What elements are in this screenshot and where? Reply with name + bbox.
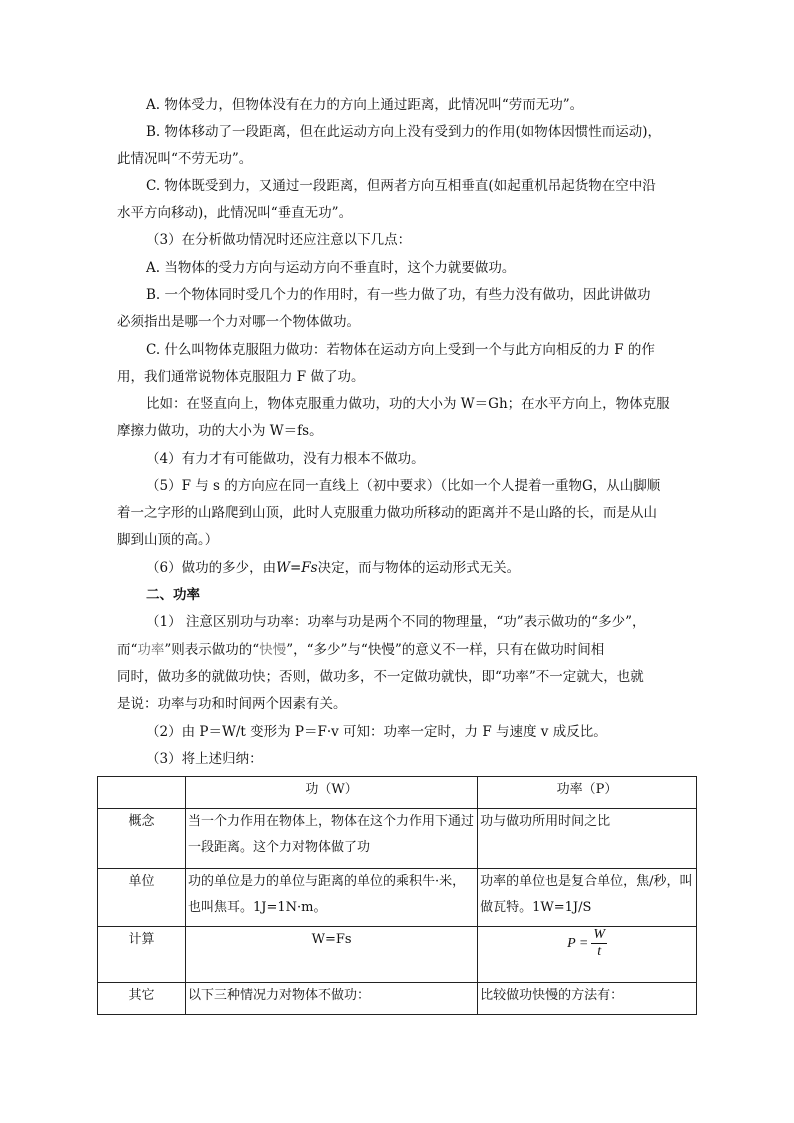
fraction-formula <box>567 927 607 960</box>
text-line: （3）在分析做功情况时还应注意以下几点： <box>146 232 412 248</box>
text-run: 决定，而与物体的运动形式无关。 <box>317 560 521 576</box>
text-line: 水平方向移动)，此情况叫“垂直无功”。 <box>117 205 353 221</box>
row-label: 概念 <box>98 809 186 869</box>
text-line <box>117 637 697 664</box>
text-line: （3）将上述归纳： <box>146 751 263 767</box>
table-header-cell: 功率（P） <box>478 777 697 809</box>
table-header-cell: 功（W） <box>186 777 478 809</box>
power-formula <box>478 927 697 983</box>
text-line: （1） 注意区别功与功率：功率与功是两个不同的物理量，“功”表示做功的“多少”， <box>146 614 646 630</box>
text-line: （5）F 与 s 的方向应在同一直线上（初中要求）（比如一个人提着一重物G，从山脚顺 <box>146 478 661 494</box>
text-line: 此情况叫“不劳无功”。 <box>117 151 253 167</box>
text-line <box>146 555 726 582</box>
highlight-term: 功率 <box>137 642 165 658</box>
table-row <box>98 983 697 1015</box>
text-line: 必须指出是哪一个力对哪一个物体做功。 <box>117 314 360 330</box>
table-row <box>98 869 697 927</box>
text-run: （6）做功的多少，由 <box>146 560 277 576</box>
row-label: 单位 <box>98 869 186 927</box>
table-row <box>98 927 697 983</box>
formula-inline: W=Fs <box>276 560 318 576</box>
power-cell: 比较做功快慢的方法有： <box>478 983 697 1015</box>
text-run: 而“ <box>117 642 138 658</box>
row-label: 其它 <box>98 983 186 1015</box>
text-line: C. 物体既受到力，又通过一段距离，但两者方向互相垂直(如起重机吊起货物在空中沿 <box>146 178 656 194</box>
text-line: B. 物体移动了一段距离，但在此运动方向上没有受到力的作用(如物体因惯性而运动)， <box>146 124 662 140</box>
highlight-term: 快慢 <box>259 642 287 658</box>
text-run: ”则表示做功的“ <box>164 642 260 658</box>
text-line: 脚到山顶的高。） <box>117 532 219 548</box>
table-header-row <box>98 777 697 809</box>
text-line: B. 一个物体同时受几个力的作用时，有一些力做了功，有些力没有做功，因此讲做功 <box>146 287 651 303</box>
text-line: A. 当物体的受力方向与运动方向不垂直时，这个力就要做功。 <box>146 260 516 276</box>
text-line: 着一之字形的山路爬到山顶，此时人克服重力做功所移动的距离并不是山路的长，而是从山 <box>117 505 657 521</box>
work-cell: 当一个力作用在物体上，物体在这个力作用下通过一段距离。这个力对物体做了功 <box>186 809 478 869</box>
text-line: 同时，做功多的就做功快；否则，做功多，不一定做功就快，即“功率”不一定就大，也就 <box>117 669 644 685</box>
text-line: 比如：在竖直向上，物体克服重力做功，功的大小为 W＝Gh；在水平方向上，物体克服 <box>146 396 670 412</box>
text-line: （4）有力才有可能做功，没有力根本不做功。 <box>146 451 425 467</box>
formula-lhs: P = <box>567 935 589 951</box>
text-line: C. 什么叫物体克服阻力做功：若物体在运动方向上受到一个与此方向相反的力 F 的作 <box>146 342 655 358</box>
work-cell: 功的单位是力的单位与距离的单位的乘积牛·米，也叫焦耳。1J=1N·m。 <box>186 869 478 927</box>
text-line: （2）由 P＝W/t 变形为 P＝F·v 可知：功率一定时，力 F 与速度 v 成反比。 <box>146 724 607 740</box>
formula-denominator: t <box>597 944 602 959</box>
text-run: ”，“多少”与“快慢”的意义不一样，只有在做功时间相 <box>286 642 605 658</box>
text-line: 用，我们通常说物体克服阻力 F 做了功。 <box>117 369 365 385</box>
row-label: 计算 <box>98 927 186 983</box>
work-formula: W=Fs <box>186 927 478 983</box>
text-line: 是说：功率与功和时间两个因素有关。 <box>117 696 347 712</box>
power-cell: 功与做功所用时间之比 <box>478 809 697 869</box>
text-line: A. 物体受力，但物体没有在力的方向上通过距离，此情况叫“劳而无功”。 <box>146 97 584 113</box>
formula-numerator: W <box>593 927 605 942</box>
section-heading: 二、功率 <box>146 587 200 603</box>
text-line: 摩擦力做功，功的大小为 W＝fs。 <box>117 423 323 439</box>
power-cell: 功率的单位也是复合单位，焦/秒，叫做瓦特。1W=1J/S <box>478 869 697 927</box>
summary-table <box>97 776 697 1015</box>
work-cell: 以下三种情况力对物体不做功： <box>186 983 478 1015</box>
table-header-cell <box>98 777 186 809</box>
table-row <box>98 809 697 869</box>
